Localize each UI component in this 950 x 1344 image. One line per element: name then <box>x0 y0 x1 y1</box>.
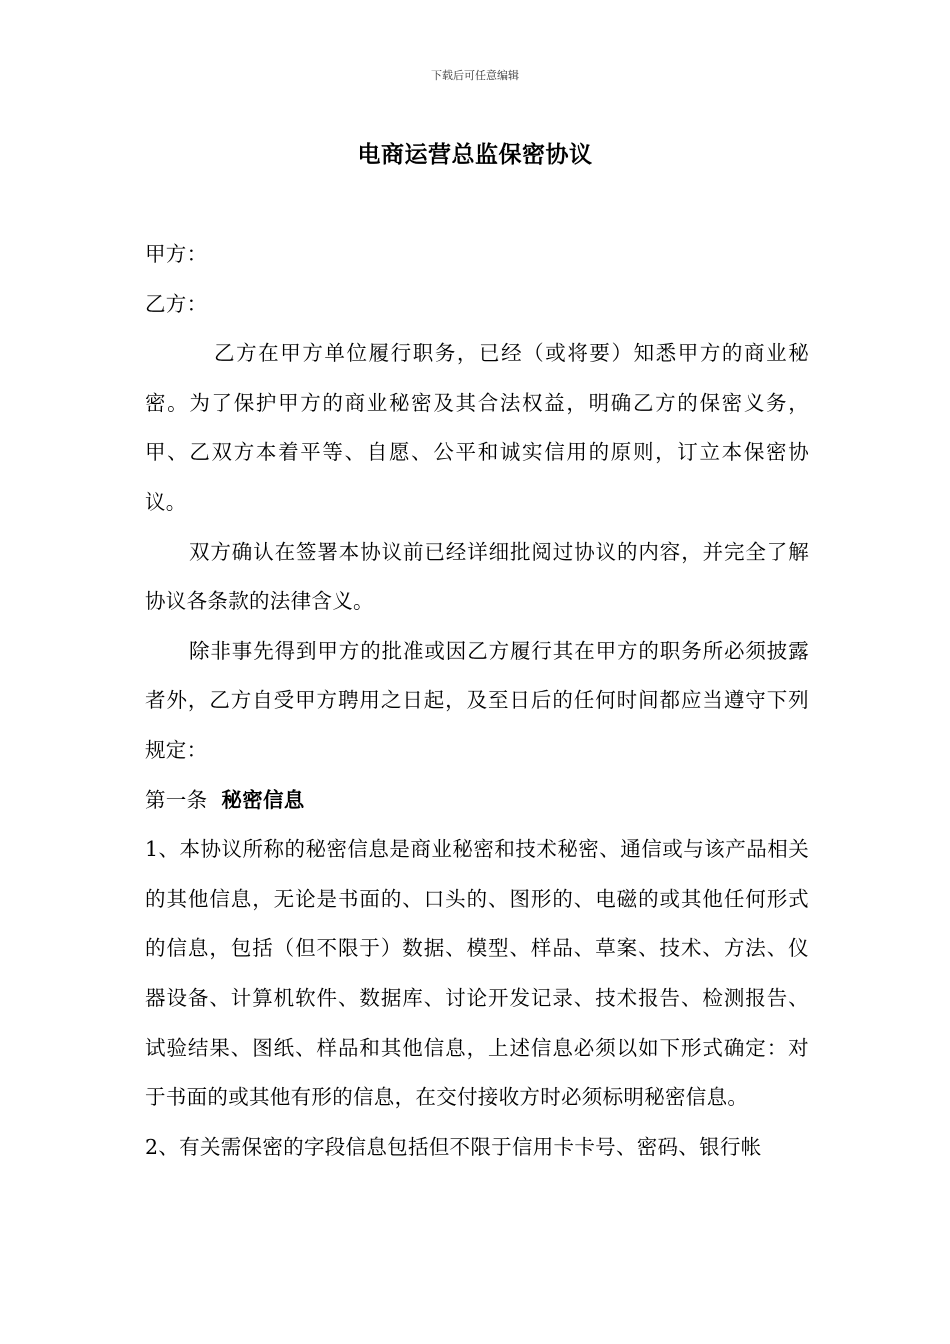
party-a-line: 甲方： <box>145 242 208 266</box>
obligation-paragraph: 除非事先得到甲方的批准或因乙方履行其在甲方的职务所必须披露者外，乙方自受甲方聘用之日起，及至日后的任何时间都应当遵守下列规定： <box>145 638 809 762</box>
article-1-item-2: 2、有关需保密的字段信息包括但不限于信用卡卡号、密码、银行帐 <box>145 1134 762 1159</box>
document-title: 电商运营总监保密协议 <box>357 142 593 168</box>
article-1-heading <box>145 776 809 826</box>
article-1-title: 秘密信息 <box>221 787 305 812</box>
article-1-label: 第一条 <box>145 787 208 812</box>
confirmation-paragraph: 双方确认在签署本协议前已经详细批阅过协议的内容，并完全了解协议各条款的法律含义。 <box>145 539 809 614</box>
preamble-paragraph: 乙方在甲方单位履行职务，已经（或将要）知悉甲方的商业秘密。为了保护甲方的商业秘密及其合法权益，明确乙方的保密义务，甲、乙双方本着平等、自愿、公平和诚实信用的原则，订立本保密协议。 <box>145 341 809 514</box>
party-b-line: 乙方： <box>145 291 208 316</box>
page-header-note: 下载后可任意编辑 <box>431 69 519 82</box>
article-1-item-1: 1、本协议所称的秘密信息是商业秘密和技术秘密、通信或与该产品相关的其他信息，无论是书面的、口头的、图形的、电磁的或其他任何形式的信息，包括（但不限于）数据、模型、样品、草案、技术、方法、仪器设备、计算机软件、数据库、讨论开发记录、技术报告、检测报告、试验结果、图纸、样品和其他信息，上述信息必须以如下形式确定：对于书面的或其他有形的信息，在交付接收方时必须标明秘密信息。 <box>145 837 809 1110</box>
document-body <box>145 230 809 1172</box>
